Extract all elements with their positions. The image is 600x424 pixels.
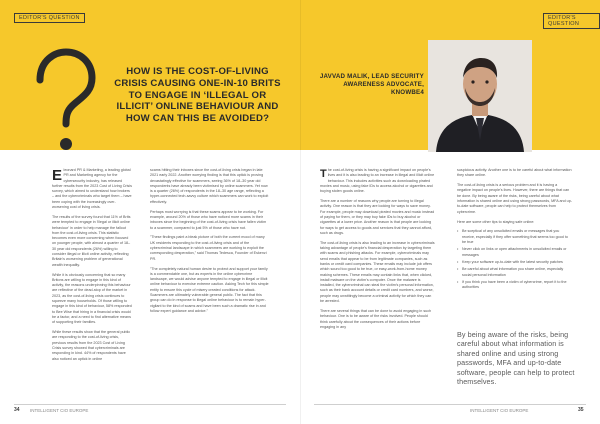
list-item: • Be careful about what information you share online, especially social personal information — [457, 267, 572, 278]
author-byline: JAVVAD MALIK, LEAD SECURITY AWARENESS ADVOCATE, KNOWBE4 — [319, 73, 424, 97]
paragraph: There are several things that can be done to avoid engaging in such behaviour. One is to be aware of the risks involved. People should think carefully about the consequences of their actions before engaging in any — [320, 308, 432, 329]
pull-quote: By being aware of the risks, being careful about what information is shared online and using strong passwords, MFA and up-to-date software, people can help to protect themselves. — [457, 330, 575, 387]
paragraph: There are a number of reasons why people are turning to illegal activity. One reason is that they are looking for ways to save money. For example, people may download pirated movies and music instead of paying for them, or they may buy fake IDs to buy alcohol or cigarettes at a lower price. Another reason is that people are looking for ways to get access to goods and services that they cannot afford, such as drugs. — [320, 199, 435, 235]
footer-rule-right — [314, 404, 586, 405]
article-headline: HOW IS THE COST-OF-LIVING CRISIS CAUSING ONE-IN-10 BRITS TO ENGAGE IN ‘ILLEGAL OR ILLICIT’ ONLINE BEHAVIOUR AND HOW CAN THIS BE AVOIDED? — [114, 66, 281, 125]
footer-label-right: INTELLIGENT CIO EUROPE — [470, 408, 529, 413]
paragraph: Here are some other tips to staying safe online: — [457, 219, 535, 224]
paragraph: While these results show that the general public are responding to the cost-of-living crisis, previous results from the 2023 Cost of Living Crisis survey showed that cybercriminals are responding in kind. 44% of respondents have also noticed an uptick in online — [52, 330, 131, 361]
list-item: • Be sceptical of any unsolicited emails or messages that you receive, especially if they offer something that seems too good to be true — [457, 229, 572, 245]
page-number-right: 35 — [578, 407, 584, 413]
drop-cap: E — [52, 167, 63, 184]
article-column-2 — [150, 168, 270, 319]
tips-list — [457, 229, 572, 290]
paragraph: The results of the survey found that 11% of Brits were tempted to engage in 'illegal or illicit online behaviour' in order to help manage the fallout from the cost-of-living crisis. This statistic becomes even more concerning when focused on younger people, with almost a quarter of 18–30 year old respondents (26%) willing to consider illegal or illicit online activity, reflecting Britain's worsening problem of generational wealth inequality. — [52, 214, 131, 267]
footer-rule-left — [14, 404, 286, 405]
section-tag-right: EDITOR'S QUESTION — [543, 13, 600, 29]
footer-label-left: INTELLIGENT CIO EUROPE — [30, 408, 89, 413]
paragraph: While it is obviously concerning that so many Britons are willing to engage in this kind of activity, the reasons underpinning this behaviour are reflective of the dead-stop of the market in 2023, as the cost-of-living crisis continues to squeeze many households. Of those willing to engage in this kind of behaviour, 58% responded to Bee Wise that hiring in a financial crisis would be a factor, and a need to find alternative means of supporting their families. — [52, 272, 132, 325]
paragraph: "These findings paint a bleak picture of both the current mood of many UK residents responding to the cost-of-living crisis and of the cybercriminal landscape in which scammers are working to exploit the corresponding desperation," said Thomas Tedesca, Founder of Eskenzi PR. — [150, 235, 267, 261]
list-item: • If you think you have been a victim of cybercrime, report it to the authorities — [457, 280, 572, 291]
paragraph: The cost-of-living crisis is also leading to an increase in cybercriminals taking advantage of people's financial desperation by targeting them with scams and phishing attacks. For example, cybercriminals may send emails that appear to be from legitimate companies, such as banks or credit card companies. These emails may include job offers which sound too good to be true, or easy-work-from-home money making schemes. These emails may contain links that, when clicked, install malware on the victim's computer. Once the malware is installed, the cybercriminal can steal the victim's personal information, such as their bank account details or credit card numbers, and worse, people may unwittingly become a criminal activity for which they can be arrested. — [320, 240, 435, 304]
article-column-3 — [320, 168, 435, 335]
paragraph — [320, 168, 435, 194]
author-photo — [428, 40, 532, 152]
section-tag-left: EDITOR'S QUESTION — [14, 13, 85, 23]
list-item: • Never click on links or open attachments in unsolicited emails or messages — [457, 247, 572, 258]
article-column-1 — [52, 168, 132, 366]
paragraph: suspicious activity. Another one is to be careful about what information they share online. — [457, 168, 572, 178]
drop-cap: T — [320, 168, 327, 180]
page-gutter — [300, 0, 301, 424]
page-number-left: 34 — [14, 407, 20, 413]
paragraph: Perhaps most worrying is that these scams appear to be working. For example, around 20% of those who have noticed more scams in their inboxes since the beginning of the cost-of-living crisis have fallen victim to a scammer, compared to just 5% of those who have not. — [150, 209, 267, 230]
paragraph-text: he cost-of-living crisis is having a significant impact on people's lives and it is also leading to an increase in illegal and illicit online behaviour. This includes activities such as downloading pirated movies and music, using fake IDs to access alcohol or cigarettes and buying stolen goods online. — [320, 168, 435, 194]
question-mark-icon — [30, 48, 100, 158]
list-item: • Keep your software up-to-date with the latest security patches — [457, 260, 572, 265]
paragraph: The cost-of-living crisis is a serious problem and it is having a negative impact on people's lives. However, there are things that can be done. By being aware of the risks, being careful about what information is shared online and using strong passwords, MFA and up-to-date software, people can help to protect themselves from cybercrime. — [457, 183, 572, 214]
paragraph-text: leonard PR & Marketing, a leading global PR and Marketing agency for the cybersecurity industry, has released further results from the 2023 Cost of Living Crisis survey, which aimed to understand how brokers – and the cybercriminals who target them – have been coping with the increasingly over-worsening cost of living crisis. — [52, 168, 132, 210]
paragraph — [52, 168, 132, 210]
paragraph: scams hitting their inboxes since the cost-of-living crisis began in late 2021 early 2022. Another worrying finding is that this uptick is proving devastatingly effective for scammers, seeing 36% of 18–30 year old respondents have already been victimised by online scammers. Yet now is a quarter (26%) of respondents in the 18–30 age range, reflecting a hyper-connected tech-savvy culture which scammers can work to exploit effectively. — [150, 168, 269, 204]
article-column-4 — [457, 168, 572, 295]
paragraph: "The completely natural human desire to protect and support your family is a commendable one, but as experts in the online cybercrime landscape, we would advise anyone tempted to engage in illegal or illicit online behaviour to exercise extreme caution. Asking Tech for this simple entity to ensure this cycle of misery created conditions for attack. Scammers are ultimately vulnerable general public. The fact that this group can do in response to illegal online behaviour is to remain hyper-vigilant to the kind of scams and have been such a dramatic rise in and follow expert guidance and advice." — [150, 266, 269, 313]
